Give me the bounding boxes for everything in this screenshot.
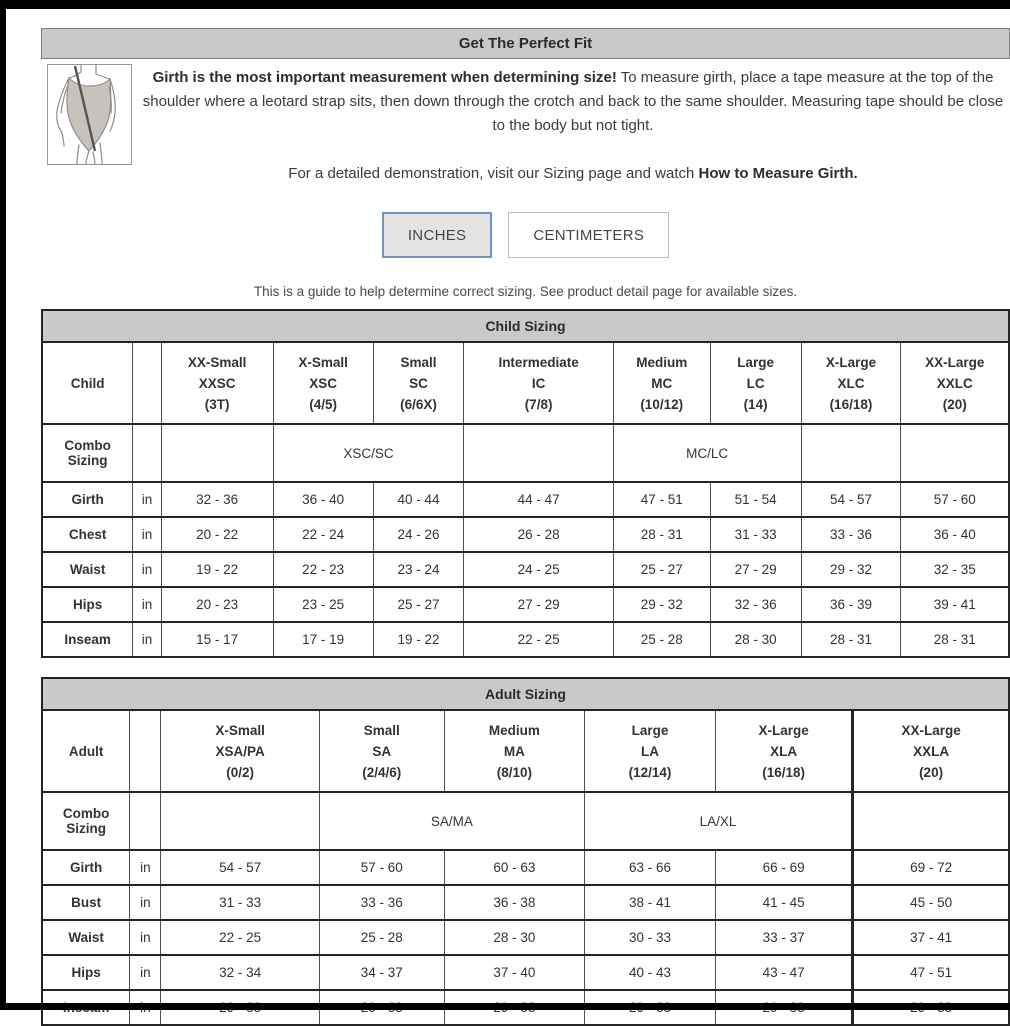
size-column-header-line: XLA	[770, 743, 798, 759]
measure-value: 33 - 37	[716, 920, 853, 955]
size-column-header-line: Small	[400, 354, 437, 370]
measure-row-chest	[42, 517, 1009, 552]
combo-cell: LA/XL	[584, 792, 852, 850]
centimeters-button[interactable]: CENTIMETERS	[508, 212, 669, 258]
measure-value: 19 - 22	[161, 552, 273, 587]
combo-cell	[464, 424, 613, 482]
measure-value: 24 - 25	[464, 552, 613, 587]
size-column-header	[273, 342, 373, 424]
measure-value: 57 - 60	[901, 482, 1009, 517]
measure-value: 30 - 33	[584, 920, 715, 955]
girth-measurement-figure	[47, 64, 132, 165]
measure-value: 51 - 54	[710, 482, 801, 517]
measure-value: 33 - 36	[319, 885, 444, 920]
size-column-header-line: XSA/PA	[215, 743, 265, 759]
size-column-header-line: Large	[737, 354, 774, 370]
measure-value: 41 - 45	[716, 885, 853, 920]
measure-value: 34 - 37	[319, 955, 444, 990]
size-column-header	[161, 710, 319, 792]
demo-line	[138, 162, 1008, 186]
corner-label: Adult	[42, 710, 130, 792]
size-column-header-line: MC	[651, 375, 673, 391]
size-column-header-line: (12/14)	[628, 764, 672, 780]
size-column-header-line: XXLC	[936, 375, 973, 391]
measure-value: 47 - 51	[613, 482, 710, 517]
size-column-header-line: Small	[363, 722, 400, 738]
measure-value: 28 - 30	[710, 622, 801, 657]
combo-unit-cell	[133, 424, 161, 482]
measure-value: 31 - 33	[161, 885, 319, 920]
measure-value: 19 - 22	[373, 622, 464, 657]
page-content	[41, 9, 1010, 1026]
measure-value: 27 - 29	[464, 587, 613, 622]
girth-instructions-body: To measure girth, place a tape measure at the top of the shoulder where a leotard strap sits, then down through the crotch and back to the same shoulder. Measuring tape should be close to the body but not tight.	[142, 69, 1004, 134]
measure-value: 54 - 57	[161, 850, 319, 885]
measure-value: 23 - 24	[373, 552, 464, 587]
size-column-header-line: (20)	[919, 764, 944, 780]
measure-value: 40 - 44	[373, 482, 464, 517]
measure-value: 69 - 72	[853, 850, 1009, 885]
combo-cell	[161, 792, 319, 850]
size-column-header-line: (10/12)	[640, 396, 684, 412]
measure-value: 40 - 43	[584, 955, 715, 990]
measure-value: 38 - 41	[584, 885, 715, 920]
size-column-header-line: Medium	[488, 722, 540, 738]
measure-value: 36 - 39	[801, 587, 901, 622]
size-column-header-line: Intermediate	[498, 354, 579, 370]
size-column-header-line: SA	[372, 743, 392, 759]
unit-column-header	[130, 710, 161, 792]
girth-instructions	[138, 66, 1008, 138]
table-title-adult: Adult Sizing	[42, 678, 1009, 710]
size-column-header-line: X-Small	[298, 354, 348, 370]
size-column-header-line: (3T)	[204, 396, 230, 412]
size-column-header-line: X-Large	[758, 722, 809, 738]
combo-cell	[801, 424, 901, 482]
size-column-header-line: (14)	[743, 396, 768, 412]
measure-row-bust	[42, 885, 1009, 920]
measure-unit: in	[133, 517, 161, 552]
measure-unit: in	[130, 920, 161, 955]
measure-label: Girth	[42, 850, 130, 885]
measure-value: 44 - 47	[464, 482, 613, 517]
measure-unit: in	[133, 622, 161, 657]
girth-instructions-lead: Girth is the most important measurement when determining size!	[152, 69, 617, 86]
size-column-header-line: (16/18)	[829, 396, 873, 412]
combo-cell: SA/MA	[319, 792, 584, 850]
measure-value: 63 - 66	[584, 850, 715, 885]
size-column-header-line: (6/6X)	[400, 396, 437, 412]
measure-value: 32 - 35	[901, 552, 1009, 587]
measure-value: 17 - 19	[273, 622, 373, 657]
measure-value: 28 - 31	[901, 622, 1009, 657]
combo-sizing-label: Combo Sizing	[42, 792, 130, 850]
measure-value: 45 - 50	[853, 885, 1009, 920]
measure-value: 31 - 33	[710, 517, 801, 552]
demo-video-title: How to Measure Girth.	[698, 165, 858, 182]
measure-value: 15 - 17	[161, 622, 273, 657]
measure-value: 25 - 27	[373, 587, 464, 622]
measure-value: 36 - 38	[444, 885, 584, 920]
measure-value: 54 - 57	[801, 482, 901, 517]
size-column-header-line: XX-Large	[925, 354, 985, 370]
size-column-header-line: (0/2)	[226, 764, 254, 780]
screenshot-frame-top	[0, 0, 1010, 9]
measure-value: 32 - 36	[710, 587, 801, 622]
size-column-header-line: LC	[746, 375, 765, 391]
size-column-header-line: (2/4/6)	[362, 764, 402, 780]
size-column-header-line: XXSC	[198, 375, 236, 391]
measure-value: 37 - 40	[444, 955, 584, 990]
measure-value: 57 - 60	[319, 850, 444, 885]
combo-unit-cell	[130, 792, 161, 850]
measure-value: 25 - 28	[319, 920, 444, 955]
size-column-header-line: X-Large	[825, 354, 877, 370]
measure-label: Girth	[42, 482, 133, 517]
measure-label: Hips	[42, 587, 133, 622]
measure-value: 32 - 36	[161, 482, 273, 517]
page-title: Get The Perfect Fit	[458, 35, 593, 52]
intro-text	[132, 64, 1010, 186]
size-column-header-line: (8/10)	[496, 764, 533, 780]
combo-cell	[853, 792, 1009, 850]
measure-value: 29 - 32	[613, 587, 710, 622]
measure-unit: in	[133, 552, 161, 587]
measure-value: 36 - 40	[273, 482, 373, 517]
measure-unit: in	[133, 482, 161, 517]
adult-sizing-table	[41, 677, 1010, 1026]
measure-value: 33 - 36	[801, 517, 901, 552]
measure-value: 28 - 30	[444, 920, 584, 955]
inches-button[interactable]: INCHES	[382, 212, 492, 258]
measure-value: 27 - 29	[710, 552, 801, 587]
size-column-header	[853, 710, 1009, 792]
combo-cell	[161, 424, 273, 482]
measure-value: 20 - 23	[161, 587, 273, 622]
measure-value: 36 - 40	[901, 517, 1009, 552]
measure-value: 25 - 28	[613, 622, 710, 657]
measure-value: 43 - 47	[716, 955, 853, 990]
size-column-header-line: XLC	[837, 375, 865, 391]
size-column-header	[319, 710, 444, 792]
size-column-header-line: XX-Small	[187, 354, 247, 370]
measure-value: 28 - 31	[801, 622, 901, 657]
measure-row-hips	[42, 955, 1009, 990]
measure-value: 47 - 51	[853, 955, 1009, 990]
size-column-header	[373, 342, 464, 424]
corner-label: Child	[42, 342, 133, 424]
measure-value: 26 - 28	[464, 517, 613, 552]
size-column-header	[613, 342, 710, 424]
size-column-header-line: XXLA	[913, 743, 950, 759]
size-column-header-line: Large	[631, 722, 669, 738]
measure-unit: in	[133, 587, 161, 622]
leotard-figure-icon	[48, 65, 131, 164]
measure-row-hips	[42, 587, 1009, 622]
screenshot-frame-left	[0, 0, 6, 1010]
size-column-header-line: LA	[640, 743, 659, 759]
page-title-bar	[41, 28, 1010, 59]
size-column-header	[710, 342, 801, 424]
measure-label: Hips	[42, 955, 130, 990]
size-column-header-line: (7/8)	[524, 396, 553, 412]
size-column-header-line: X-Small	[215, 722, 265, 738]
measure-row-inseam	[42, 622, 1009, 657]
measure-unit: in	[130, 850, 161, 885]
measure-value: 32 - 34	[161, 955, 319, 990]
combo-cell: XSC/SC	[273, 424, 464, 482]
table-title-child: Child Sizing	[42, 310, 1009, 342]
size-column-header-line: (4/5)	[309, 396, 337, 412]
combo-cell: MC/LC	[613, 424, 801, 482]
measure-value: 23 - 25	[273, 587, 373, 622]
combo-sizing-label: Combo Sizing	[42, 424, 133, 482]
size-column-header-line: (20)	[942, 396, 967, 412]
measure-value: 37 - 41	[853, 920, 1009, 955]
measure-value: 60 - 63	[444, 850, 584, 885]
sizing-guide-note: This is a guide to help determine correct sizing. See product detail page for available sizes.	[253, 284, 798, 299]
size-column-header-line: MA	[503, 743, 525, 759]
child-sizing-table	[41, 309, 1010, 658]
measure-value: 24 - 26	[373, 517, 464, 552]
measure-value: 25 - 27	[613, 552, 710, 587]
measure-label: Waist	[42, 552, 133, 587]
measure-label: Chest	[42, 517, 133, 552]
measure-value: 20 - 22	[161, 517, 273, 552]
measure-unit: in	[130, 955, 161, 990]
size-column-header-line: Medium	[636, 354, 688, 370]
size-column-header-line: XSC	[309, 375, 337, 391]
size-column-header	[161, 342, 273, 424]
measure-value: 29 - 32	[801, 552, 901, 587]
measure-value: 22 - 24	[273, 517, 373, 552]
combo-cell	[901, 424, 1009, 482]
measure-value: 66 - 69	[716, 850, 853, 885]
size-column-header	[444, 710, 584, 792]
measure-value: 22 - 23	[273, 552, 373, 587]
measure-value: 22 - 25	[161, 920, 319, 955]
size-column-header-line: SC	[409, 375, 428, 391]
measure-row-girth	[42, 850, 1009, 885]
measure-row-girth	[42, 482, 1009, 517]
measure-unit: in	[130, 885, 161, 920]
size-column-header	[464, 342, 613, 424]
measure-label: Inseam	[42, 622, 133, 657]
size-column-header-line: XX-Large	[901, 722, 961, 738]
size-column-header	[801, 342, 901, 424]
measure-row-waist	[42, 920, 1009, 955]
size-column-header-line: (16/18)	[762, 764, 805, 780]
size-column-header-line: IC	[531, 375, 546, 391]
unit-column-header	[133, 342, 161, 424]
measure-label: Waist	[42, 920, 130, 955]
size-column-header	[901, 342, 1009, 424]
measure-value: 22 - 25	[464, 622, 613, 657]
unit-toggle	[41, 212, 1010, 258]
measure-label: Bust	[42, 885, 130, 920]
measure-value: 39 - 41	[901, 587, 1009, 622]
intro-section	[41, 64, 1010, 186]
screenshot-frame-bottom	[0, 1003, 1010, 1010]
size-column-header	[716, 710, 853, 792]
measure-value: 28 - 31	[613, 517, 710, 552]
demo-text: For a detailed demonstration, visit our Sizing page and watch	[288, 165, 699, 182]
size-column-header	[584, 710, 715, 792]
measure-row-waist	[42, 552, 1009, 587]
